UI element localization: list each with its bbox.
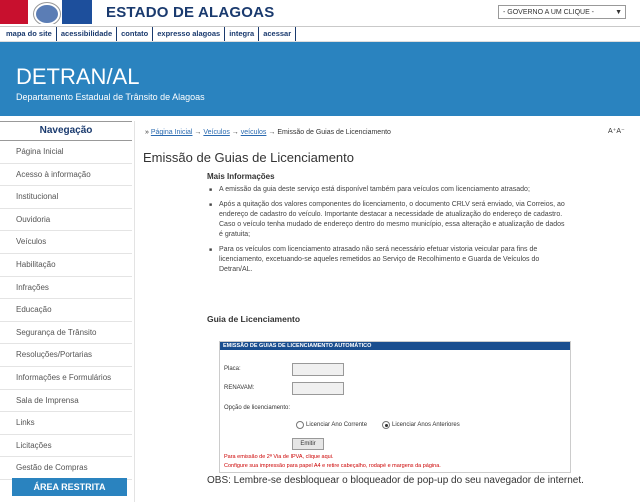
sidebar-item-infracoes[interactable]: Infrações xyxy=(0,277,132,300)
breadcrumb-current: Emissão de Guias de Licenciamento xyxy=(277,129,391,136)
main-content xyxy=(134,121,640,502)
list-item: ■ Após a quitação dos valores componentes do licenciamento, o documento CRLV será enviado, via Correios, ao endereço de cadastro do veículo. Importante destacar a necessidade de atualização do endereço de cadastro. Caso o veículo tenha mudado de endereço dentro do mesmo município, essa alteração e atualização de dados é gratuita; xyxy=(207,200,567,240)
breadcrumb-prefix: » xyxy=(145,129,151,136)
renavam-label: RENAVAM: xyxy=(224,385,255,391)
alagoas-flag-logo xyxy=(0,0,92,24)
sidebar-item-sala-imprensa[interactable]: Sala de Imprensa xyxy=(0,390,132,413)
list-item: ■ A emissão da guia deste serviço está disponível também para veículos com licenciamento atrasado; xyxy=(207,185,567,195)
list-item: ■ Para os veículos com licenciamento atrasado não será necessário efetuar vistoria veicular para fins de licenciamento, excetuando-se aqueles remetidos ao Serviço de Recolhimento e Guarda de Veículos do Detran/AL. xyxy=(207,245,567,275)
sidebar-item-links[interactable]: Links xyxy=(0,412,132,435)
link-expresso-alagoas[interactable]: expresso alagoas xyxy=(153,27,225,41)
link-contato[interactable]: contato xyxy=(117,27,153,41)
placa-label: Placa: xyxy=(224,366,241,372)
breadcrumb-link-pagina-inicial[interactable]: Página Inicial xyxy=(150,129,193,136)
breadcrumb-sep: → xyxy=(266,129,278,136)
governo-select-value: - GOVERNO A UM CLIQUE - xyxy=(503,9,595,16)
sidebar-item-habilitacao[interactable]: Habilitação xyxy=(0,254,132,277)
sidebar-item-institucional[interactable]: Institucional xyxy=(0,186,132,209)
radio-ano-corrente-label: Licenciar Ano Corrente xyxy=(306,422,368,428)
link-acessar[interactable]: acessar xyxy=(259,27,296,41)
radio-anos-anteriores-label: Licenciar Anos Anteriores xyxy=(392,422,460,428)
breadcrumb-link-veiculos-sub[interactable]: veículos xyxy=(240,129,267,136)
link-acessibilidade[interactable]: acessibilidade xyxy=(57,27,117,41)
radio-ano-corrente[interactable] xyxy=(296,421,304,429)
sidebar-item-ouvidoria[interactable]: Ouvidoria xyxy=(0,209,132,232)
sidebar-heading: Navegação xyxy=(0,121,132,141)
link-mapa-do-site[interactable]: mapa do site xyxy=(0,27,57,41)
page-title: Emissão de Guias de Licenciamento xyxy=(143,150,355,165)
link-integra[interactable]: integra xyxy=(225,27,259,41)
radio-anos-anteriores[interactable] xyxy=(382,421,390,429)
info-heading: Mais Informações xyxy=(207,172,275,181)
ipva-note xyxy=(224,454,333,460)
licenciamento-form xyxy=(219,341,571,473)
guia-heading: Guia de Licenciamento xyxy=(207,314,301,324)
form-header: EMISSÃO DE GUIAS DE LICENCIAMENTO AUTOMÁTICO xyxy=(220,342,570,350)
print-config-note: Configure sua impressão para papel A4 e retire cabeçalho, rodapé e margens da página. xyxy=(224,463,441,469)
sidebar-nav xyxy=(0,121,132,480)
top-bar xyxy=(0,0,640,27)
sidebar-item-pagina-inicial[interactable]: Página Inicial xyxy=(0,141,132,164)
breadcrumb-link-veiculos[interactable]: Veículos xyxy=(203,129,230,136)
ipva-note-end: . xyxy=(331,454,334,460)
breadcrumb-sep: → xyxy=(192,129,204,136)
ipva-clique-aqui-link[interactable]: clique aqui xyxy=(305,454,332,460)
ipva-note-text: Para emissão de 2ª Via de IPVA, xyxy=(224,454,306,460)
top-links xyxy=(0,27,640,42)
renavam-input[interactable] xyxy=(292,382,344,395)
sidebar-item-veiculos[interactable]: Veículos xyxy=(0,231,132,254)
font-size-control[interactable]: A⁺A⁻ xyxy=(608,128,625,135)
governo-select[interactable] xyxy=(498,5,626,19)
breadcrumb xyxy=(145,129,391,136)
obs-note: OBS: Lembre-se desbloquear o bloqueador de pop-up do seu navegador de internet. xyxy=(207,475,584,486)
sidebar-item-acesso-informacao[interactable]: Acesso à informação xyxy=(0,164,132,187)
area-restrita-button[interactable]: ÁREA RESTRITA xyxy=(12,478,127,496)
banner-title: DETRAN/AL xyxy=(16,64,140,89)
emitir-button[interactable]: Emitir xyxy=(292,438,324,450)
info-list xyxy=(207,185,567,280)
state-title: ESTADO DE ALAGOAS xyxy=(106,4,275,21)
sidebar-item-licitacoes[interactable]: Licitações xyxy=(0,435,132,458)
sidebar-item-seguranca-transito[interactable]: Segurança de Trânsito xyxy=(0,322,132,345)
sidebar-item-gestao-compras[interactable]: Gestão de Compras xyxy=(0,457,132,480)
sidebar-item-educacao[interactable]: Educação xyxy=(0,299,132,322)
placa-input[interactable] xyxy=(292,363,344,376)
banner-subtitle: Departamento Estadual de Trânsito de Alagoas xyxy=(16,92,205,102)
sidebar-item-resolucoes[interactable]: Resoluções/Portarias xyxy=(0,344,132,367)
site-banner xyxy=(0,42,640,116)
breadcrumb-sep: → xyxy=(229,129,241,136)
sidebar-item-informacoes-formularios[interactable]: Informações e Formulários xyxy=(0,367,132,390)
chevron-down-icon: ▼ xyxy=(615,9,622,16)
opcao-label: Opção de licenciamento: xyxy=(224,405,291,411)
